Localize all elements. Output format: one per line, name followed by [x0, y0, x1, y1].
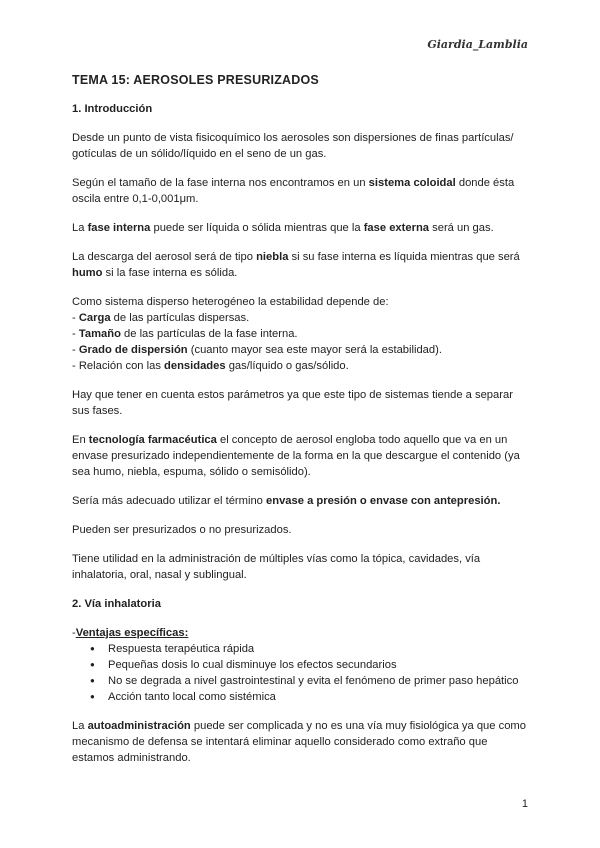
- stability-list: [72, 294, 532, 374]
- paragraph-phases: La fase interna puede ser líquida o sólida mientras que la fase externa será un gas.: [72, 222, 494, 234]
- paragraph-parameters: Hay que tener en cuenta estos parámetros ya que este tipo de sistemas tiende a separar sus fases.: [72, 389, 513, 417]
- list-item: ● Acción tanto local como sistémica: [108, 689, 532, 705]
- paragraph-definition: Desde un punto de vista fisicoquímico los aerosoles son dispersiones de finas partículas/ gotículas de un sólido/líquido en el seno de un gas.: [72, 132, 514, 160]
- page-number: 1: [521, 798, 528, 810]
- document-body: [72, 72, 532, 779]
- list-item: - Grado de dispersión (cuanto mayor sea este mayor será la estabilidad).: [72, 344, 442, 356]
- header-author: Giardia_Lamblia: [427, 38, 528, 51]
- paragraph-colloidal: Según el tamaño de la fase interna nos encontramos en un sistema coloidal donde ésta oscila entre 0,1-0,001μm.: [72, 177, 515, 205]
- list-item: ● No se degrada a nivel gastrointestinal y evita el fenómeno de primer paso hepático: [108, 673, 532, 689]
- paragraph-discharge: La descarga del aerosol será de tipo niebla si su fase interna es líquida mientras que será humo si la fase interna es sólida.: [72, 251, 520, 279]
- list-item: - Tamaño de las partículas de la fase interna.: [72, 328, 298, 340]
- paragraph-pharma-tech: En tecnología farmacéutica el concepto de aerosol engloba todo aquello que va en un envase presurizado independientemente de la forma en la que descargue el contenido (ya sea humo, niebla, espuma, sólido o semisólido).: [72, 434, 520, 478]
- list-item: ● Respuesta terapéutica rápida: [108, 641, 532, 657]
- paragraph-self-admin: La autoadministración puede ser complicada y no es una vía muy fisiológica ya que como mecanismo de defensa se intentará eliminar aquello considerado como extraño que estamos administrando.: [72, 720, 526, 764]
- paragraph-term: Sería más adecuado utilizar el término envase a presión o envase con antepresión.: [72, 495, 501, 507]
- paragraph-pressurized: Pueden ser presurizados o no presurizados.: [72, 524, 292, 536]
- advantages-title: -Ventajas específicas:: [72, 627, 189, 639]
- section-heading-inhalation: 2. Vía inhalatoria: [72, 598, 161, 610]
- list-item: - Carga de las partículas dispersas.: [72, 312, 250, 324]
- section-heading-intro: 1. Introducción: [72, 103, 153, 115]
- list-item: ● Pequeñas dosis lo cual disminuye los efectos secundarios: [108, 657, 532, 673]
- page-title: TEMA 15: AEROSOLES PRESURIZADOS: [72, 73, 319, 87]
- advantages-list: [72, 641, 532, 705]
- list-item: - Relación con las densidades gas/líquido o gas/sólido.: [72, 360, 349, 372]
- stability-intro: Como sistema disperso heterogéneo la estabilidad depende de:: [72, 296, 389, 308]
- paragraph-routes: Tiene utilidad en la administración de múltiples vías como la tópica, cavidades, vía inhalatoria, oral, nasal y sublingual.: [72, 553, 481, 581]
